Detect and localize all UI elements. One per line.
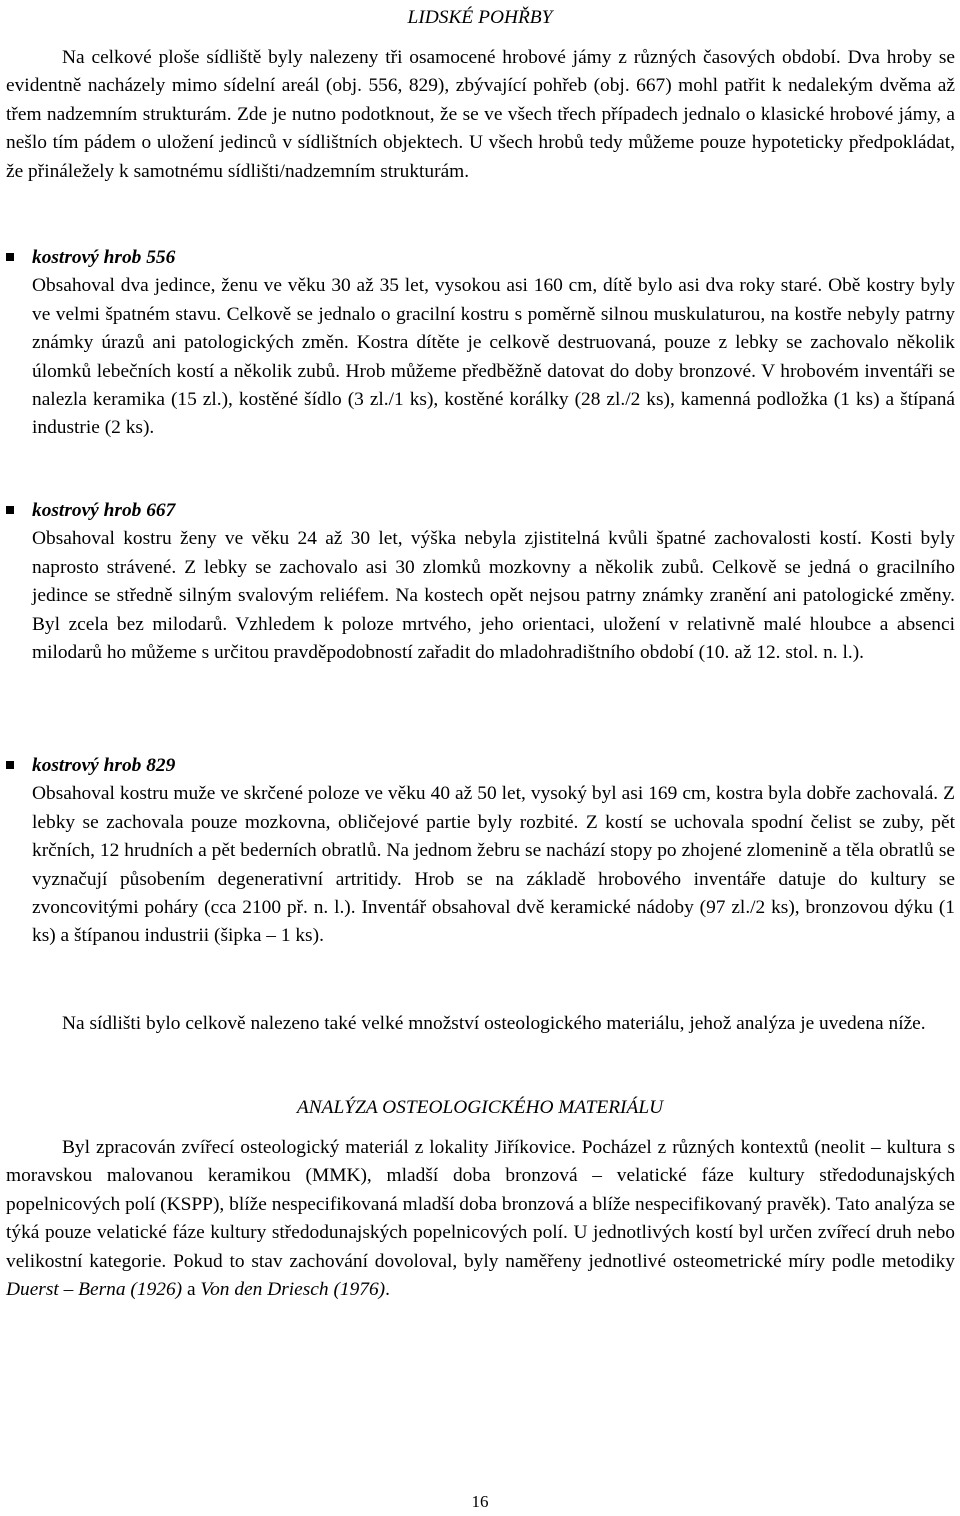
analysis-end: .	[385, 1279, 390, 1301]
grave-title: kostrový hrob 829	[32, 755, 176, 776]
bullet-icon	[6, 761, 14, 769]
reference-von-den-driesch: Von den Driesch (1976)	[200, 1279, 386, 1301]
closing-paragraph: Na sídlišti bylo celkově nalezeno také velké množství osteologického materiálu, jehož analýza je uvedena níže.	[62, 1013, 926, 1034]
grave-description: Obsahoval kostru muže ve skrčené poloze ve věku 40 až 50 let, vysoký byl asi 169 cm, kostra byla dobře zachovalá. Z lebky se zachovala pouze mozkovna, obličejové partie byly rozbité. Z kostí se uchovala spodní čelist se zuby, pět krčních, 12 hrudních a pět bederních obratlů. Na jednom žebru se nachází stopy po zhojené zlomenině a těla obratlů se vyznačují působením degenerativní artritidy. Hrob se na základě hrobového inventáře datuje do kultury se zvoncovitými poháry (cca 2100 př. n. l.). Inventář obsahoval dvě keramické nádoby (97 zl./2 ks), bronzovou dýku (1 ks) a štípanou industrii (šipka – 1 ks).	[32, 783, 955, 947]
analysis-conjunction: a	[182, 1279, 201, 1301]
grave-title: kostrový hrob 556	[32, 247, 176, 268]
bullet-icon	[6, 253, 14, 261]
section-heading-analysis: ANALÝZA OSTEOLOGICKÉHO MATERIÁLU	[296, 1097, 664, 1118]
analysis-text: Byl zpracován zvířecí osteologický materiál z lokality Jiříkovice. Pocházel z různých kontextů (neolit – kultura s moravskou malovanou keramikou (MMK), mladší doba bronzová – velatické fáze kultury středodunajských popelnicových polí (KSPP), blíže nespecifikovaná mladší doba bronzová a blíže nespecifikovaný pravěk). Tato analýza se týká pouze velatické fáze kultury středodunajských popelnicových polí. U jednotlivých kostí byl určen zvířecí druh nebo velikostní kategorie. Pokud to stav zachování dovoloval, byly naměřeny jednotlivé osteometrické míry podle metodiky	[6, 1137, 955, 1272]
grave-description: Obsahoval kostru ženy ve věku 24 až 30 let, výška nebyla zjistitelná kvůli špatné zachovalosti kostí. Kosti byly naprosto strávené. Z lebky se zachovalo asi 30 zlomků mozkovny a několik zubů. Celkově se jedná o gracilního jedince se středně silným svalovým reliéfem. Na kostech opět nejsou patrny známky zranění ani patologické změny. Byl zcela bez milodarů. Vzhledem k poloze mrtvého, jeho orientaci, uložení v relativně malé hloubce a absenci milodarů ho můžeme s určitou pravděpodobností zařadit do mladohradištního období (10. až 12. stol. n. l.).	[32, 528, 955, 664]
section-heading-burials: LIDSKÉ POHŘBY	[407, 7, 553, 28]
analysis-paragraph	[6, 1134, 955, 1304]
reference-duerst-berna: Duerst – Berna (1926)	[6, 1279, 183, 1301]
page-number: 16	[471, 1492, 489, 1511]
intro-paragraph: Na celkové ploše sídliště byly nalezeny tři osamocené hrobové jámy z různých časových období. Dva hroby se evidentně nacházely mimo sídelní areál (obj. 556, 829), zbývající pohřeb (obj. 667) mohl patřit k nedalekým dvěma až třem nadzemním strukturám. Zde je nutno podotknout, že se ve všech třech případech jednalo o klasické hrobové jámy, a nešlo tím pádem o uložení jedinců v sídlištních objektech. U všech hrobů tedy můžeme pouze hypoteticky předpokládat, že přináležely k samotnému sídlišti/nadzemním strukturám.	[6, 47, 955, 182]
grave-title: kostrový hrob 667	[32, 500, 176, 521]
grave-description: Obsahoval dva jedince, ženu ve věku 30 až 35 let, vysokou asi 160 cm, dítě bylo asi dva roky staré. Obě kostry byly ve velmi špatném stavu. Celkově se jednalo o gracilní kostru s poměrně silnou muskulaturou, na kostře nebyly patrny známky úrazů ani patologických změn. Kostra dítěte je celkově destruovaná, pouze z lebky se zachovalo několik úlomků lebečních kostí a několik zubů. Hrob můžeme předběžně datovat do doby bronzové. V hrobovém inventáři se nalezla keramika (15 zl.), kostěné šídlo (3 zl./1 ks), kostěné korálky (28 zl./2 ks), kamenná podložka (1 ks) a štípaná industrie (2 ks).	[32, 275, 955, 439]
bullet-icon	[6, 506, 14, 514]
